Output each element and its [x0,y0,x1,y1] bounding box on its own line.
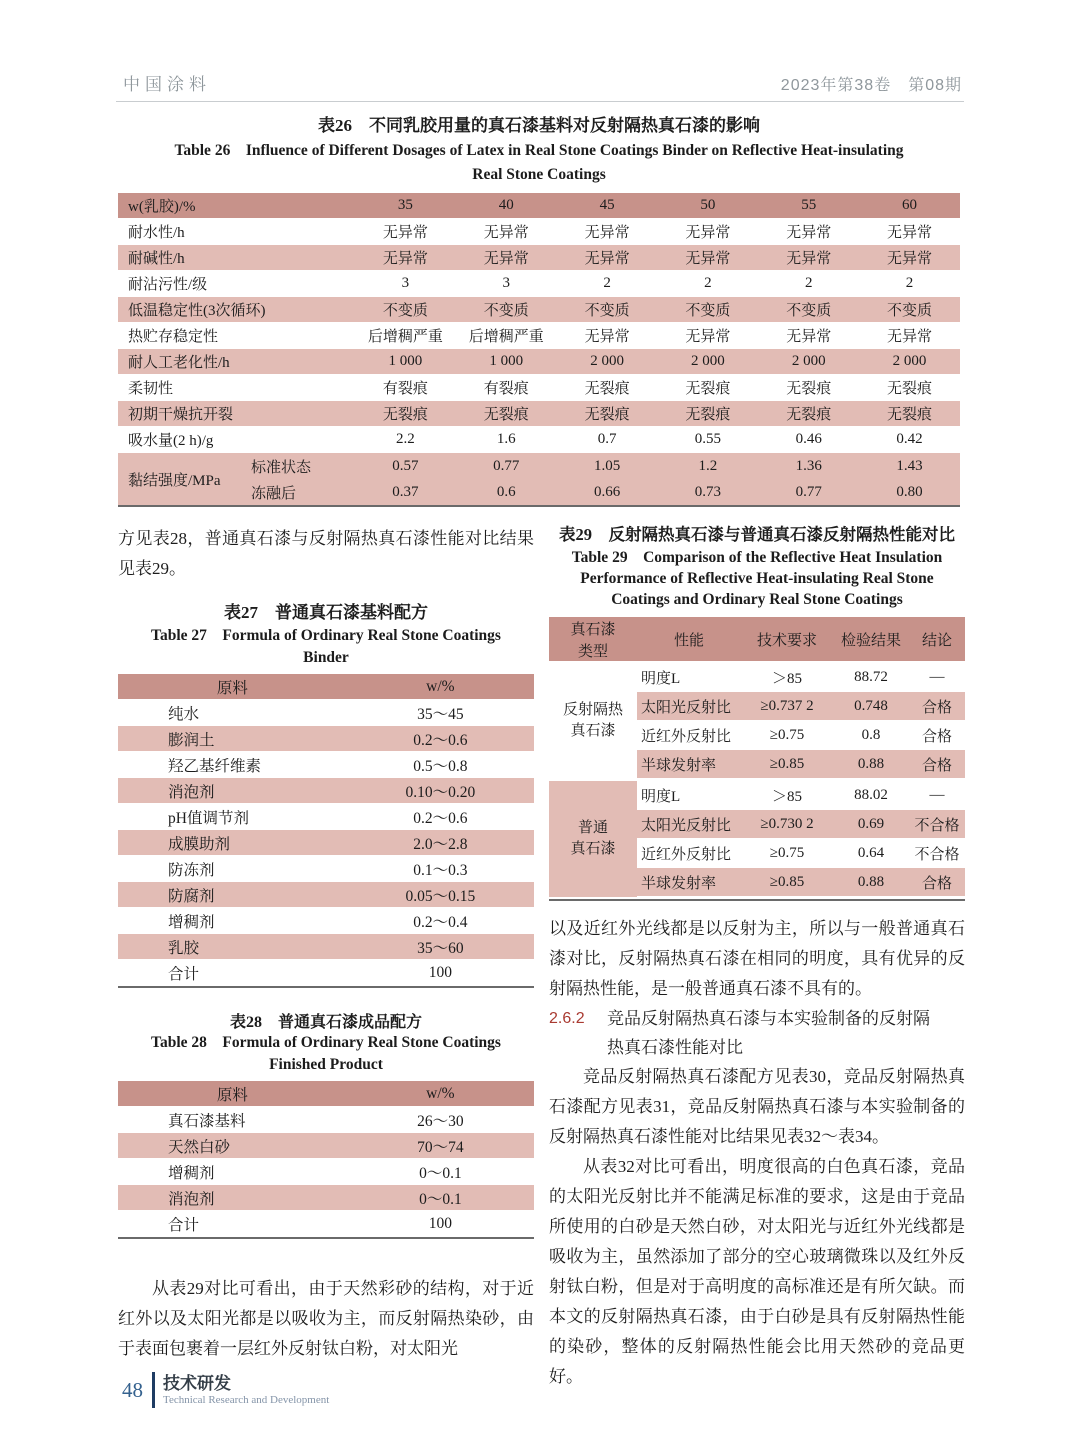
table-cell: 0.69 [857,815,885,832]
table29-row [637,810,965,838]
table-cell: 0.64 [857,844,885,861]
table-cell: 0.46 [795,431,822,447]
table29-group [549,663,965,779]
table-cell: 不变质 [887,303,933,319]
table-cell: ≥0.737 2 [760,697,814,714]
table-cell: 无异常 [382,251,428,267]
row-label-cell: 合计 [168,965,200,983]
table26-sub-row [251,479,960,505]
table-cell: 1 000 [489,353,524,369]
table-cell: 2 [804,275,813,291]
table-cell: 无异常 [584,225,630,241]
table-cell: 无裂痕 [786,407,832,423]
table-header-cell: 40 [498,197,514,213]
section-heading-line1 [549,1004,965,1033]
table-cell: 无裂痕 [887,381,933,397]
table27 [118,674,534,988]
table-cell: 合格 [921,699,952,716]
table-cell: 2 000 [691,353,725,369]
table-cell: 0.80 [896,483,923,500]
left-column [118,516,534,1364]
table-header-cell: w(乳胶)/% [128,199,196,215]
table-row [118,856,534,881]
table-cell: 0.2～0.4 [413,913,468,931]
table-cell: 2 [603,275,611,291]
table-header-cell: w/% [426,677,455,695]
table-cell: 0.55 [694,431,722,447]
table26-row [118,297,960,322]
table-header-cell-line: 类型 [577,643,608,660]
table29-title-en-line3: Coatings and Ordinary Real Stone Coatings [611,591,903,608]
table26-row [118,245,960,270]
table-cell: 明度L [641,788,681,805]
row-label-cell: 天然白砂 [168,1138,231,1156]
table-cell: 无异常 [786,329,832,345]
row-label-cell: 热贮存稳定性 [128,329,219,345]
table-row [118,1133,534,1158]
row-label-cell: 耐沾污性/级 [128,277,208,293]
table-cell: 0～0.1 [419,1164,462,1182]
group-label-cell [549,781,637,897]
issue-info: 2023年第38卷 第08期 [780,77,962,94]
table-cell: 无裂痕 [584,381,630,397]
row-label-cell: pH值调节剂 [168,809,249,827]
table-row [118,1211,534,1236]
group-label-line: 真石漆 [570,841,616,857]
table-cell: 0.5～0.8 [413,757,468,775]
row-label-cell: 消泡剂 [168,783,215,801]
row-sublabel-cell: 冻融后 [251,485,297,502]
group-label-line: 反射隔热 [562,702,623,718]
table-cell: 0～0.1 [419,1190,462,1208]
table-header-row [118,674,534,699]
table-header-cell: 55 [801,197,817,213]
table-cell: 近红外反射比 [641,728,732,745]
table27-title-en-line1: Table 27 Formula of Ordinary Real Stone Coatings [151,627,501,644]
table-cell: 无裂痕 [685,407,731,423]
table-cell: — [929,786,945,803]
table-cell: 1.43 [896,457,923,474]
table29-row [637,721,965,749]
table29-row [637,750,965,778]
table29-row [637,781,965,809]
section-heading-line2: 热真石漆性能对比 [607,1038,743,1057]
footer-section-cn: 技术研发 [163,1373,231,1393]
body-paragraph: 竞品反射隔热真石漆配方见表30，竞品反射隔热真石漆配方见表31，竞品反射隔热真石漆与本实验制备的反射隔热真石漆性能对比结果见表32～表34。 [549,1067,965,1146]
table-row [118,830,534,855]
table-cell: 太阳光反射比 [641,699,732,716]
table-cell: ＞85 [771,670,802,687]
row-label-cell: 增稠剂 [168,1164,215,1182]
table-cell: 0.42 [896,431,923,447]
table-header-cell: 60 [902,197,918,213]
table26-title-cn: 表26 不同乳胶用量的真石漆基料对反射隔热真石漆的影响 [318,116,760,135]
row-label-cell: 羟乙基纤维素 [168,757,262,775]
table-cell: 0.77 [493,457,520,474]
table26-title-en-line1: Table 26 Influence of Different Dosages of Latex in Real Stone Coatings Binder on Reflective Heat-insulating [174,142,904,159]
table-cell: 无裂痕 [685,381,731,397]
row-label-cell: 增稠剂 [168,913,215,931]
table-cell: 35～45 [417,705,464,723]
table29-row [637,868,965,896]
table-header-cell: 结论 [921,632,952,649]
table28-title-en-line1: Table 28 Formula of Ordinary Real Stone Coatings [151,1034,501,1051]
table-cell: 0.77 [795,483,822,500]
body-paragraph: 方见表28，普通真石漆与反射隔热真石漆性能对比结果见表29。 [118,529,534,578]
row-label-cell: 耐人工老化性/h [128,355,230,371]
table26-merged-block [118,453,960,505]
footer-section-en: Technical Research and Development [163,1393,330,1406]
table-row [118,882,534,907]
table-cell: 合格 [921,728,952,745]
table-cell: 0.7 [597,431,617,447]
header-rule [116,101,964,102]
table-cell: 0.73 [694,483,722,500]
table-cell: 合格 [921,875,952,892]
table-row [118,960,534,985]
section-number: 2.6.2 [549,1010,585,1027]
table-cell: 无异常 [685,329,731,345]
row-label-cell: 耐水性/h [128,225,185,241]
table-cell: 无异常 [685,251,731,267]
row-label-cell: 消泡剂 [168,1190,215,1208]
table27-title-en-line2: Binder [303,649,349,666]
body-paragraph: 从表29对比可看出，由于天然彩砂的结构，对于近红外以及太阳光都是以吸收为主，而反射隔热染砂，由于表面包裹着一层红外反射钛白粉，对太阳光 [118,1279,534,1358]
table-cell: 无裂痕 [584,407,630,423]
table-header-cell: 45 [599,197,615,213]
table-cell: 0.66 [593,483,621,500]
table-cell: 2 [905,275,914,291]
row-label-cell: 耐碱性/h [128,251,185,267]
table29-row [637,839,965,867]
table-header-cell: 原料 [216,679,248,697]
table-row [118,804,534,829]
row-label-cell: 真石漆基料 [168,1112,246,1130]
table-cell: 0.2～0.6 [413,731,468,749]
table-row [118,1159,534,1184]
table-row [118,934,534,959]
table-cell: 0.2～0.6 [413,809,468,827]
table-cell: 有裂痕 [483,381,529,397]
row-label-cell: 纯水 [168,705,200,723]
body-paragraph: 以及近红外光线都是以反射为主，所以与一般普通真石漆对比，反射隔热真石漆在相同的明度，具有优异的反射隔热性能，是一般普通真石漆不具有的。 [549,919,965,998]
table-cell: 无异常 [887,251,933,267]
table-cell: 后增稠严重 [367,329,443,345]
table-cell: 近红外反射比 [641,846,732,863]
table-row [118,700,534,725]
table-cell: 无异常 [685,225,731,241]
table-row [118,726,534,751]
table-header-cell: 性能 [673,632,704,649]
table-header-cell: 35 [397,197,413,213]
table-cell: 无异常 [483,251,529,267]
table-cell: 2 000 [892,353,927,369]
table-row [118,752,534,777]
table-cell: 无异常 [584,329,630,345]
table26-header-row [118,193,960,218]
table26-row [118,349,960,374]
table-cell: 太阳光反射比 [641,817,732,834]
table-header-cell [549,617,637,661]
table26-row [118,271,960,296]
table-cell: 不变质 [786,303,832,319]
table-header-cell: 技术要求 [756,632,817,649]
table-cell: — [929,668,945,685]
table29-group-rows [637,781,965,897]
table-cell: 2.0～2.8 [413,835,468,853]
table-header-cell: 50 [700,197,716,213]
right-column [549,516,965,1392]
table26-section [118,112,960,507]
table-cell: 0.748 [854,697,888,714]
table-header-row [118,1081,534,1106]
table-cell: 不变质 [584,303,630,319]
table-cell: 0.57 [392,457,419,474]
table29 [549,617,965,901]
table-cell: 不合格 [914,817,960,834]
table-cell: ≥0.75 [769,844,805,861]
table-cell: 1.05 [593,457,621,474]
table-cell: 35～60 [417,939,464,957]
table-row [118,1185,534,1210]
table-cell: 0.1～0.3 [413,861,468,879]
table-cell: 合格 [921,757,952,774]
table28-title-cn: 表28 普通真石漆成品配方 [229,1014,422,1031]
table-cell: 有裂痕 [382,381,428,397]
table-cell: 3 [401,275,410,291]
table-cell: 无裂痕 [382,407,428,423]
table-cell: 70～74 [417,1138,464,1156]
row-label-cell: 成膜助剂 [168,835,231,853]
table-cell: 无异常 [584,251,630,267]
row-sublabel-cell: 标准状态 [251,459,312,476]
section-heading-text: 竞品反射隔热真石漆与本实验制备的反射隔 [607,1009,930,1028]
footer-divider-bar [152,1372,155,1408]
table-cell: 明度L [641,670,681,687]
footer-section [163,1374,329,1407]
table-cell: 无异常 [483,225,529,241]
table-cell: ≥0.730 2 [760,815,814,832]
table-cell: 0.6 [496,483,516,500]
table-cell: 不合格 [914,846,960,863]
table-header-cell: 检验结果 [840,632,901,649]
table-cell: 2.2 [396,431,415,447]
table29-header-row [549,617,965,661]
table27-titles [118,601,534,669]
row-label-cell: 防腐剂 [168,887,215,905]
group-label-line: 真石漆 [570,723,616,739]
row-label-cell: 乳胶 [168,939,200,957]
table29-title-cn: 表29 反射隔热真石漆与普通真石漆反射隔热性能对比 [559,525,955,544]
table-cell: 100 [428,1214,453,1232]
table28-titles [118,1009,534,1076]
journal-name: 中国涂料 [123,75,211,94]
table-header-cell-line: 真石漆 [570,621,616,638]
table-cell: 2 000 [590,353,624,369]
table26-sub-row [251,453,960,479]
table-cell: 1.2 [698,457,718,474]
table-cell: 0.88 [857,755,885,772]
table-row [118,778,534,803]
table-cell: 无裂痕 [887,407,933,423]
table29-title-en-line1: Table 29 Comparison of the Reflective Heat Insulation [571,549,943,566]
table26-merged-rows [251,453,960,505]
table28 [118,1081,534,1239]
table-row [118,1107,534,1132]
table26-row [118,219,960,244]
table-header-cell: 原料 [216,1086,248,1104]
table-cell: 不变质 [382,303,428,319]
table-cell: ≥0.75 [769,726,805,743]
table-cell: 后增稠严重 [468,329,544,345]
table26-row [118,375,960,400]
table-header-cell: w/% [426,1084,455,1102]
table-cell: 88.02 [854,786,888,803]
group-label-cell [549,663,637,779]
table-cell: 0.88 [857,873,885,890]
table-cell: 1.6 [496,431,516,447]
body-paragraph: 从表32对比可看出，明度很高的白色真石漆，竞品的太阳光反射比并不能满足标准的要求，这是由于竞品所使用的白砂是天然白砂，对太阳光与近红外光线都是吸收为主，虽然添加了部分的空心玻璃微珠以及红外反射钛白粉，但是对于高明度的高标准还是有所欠缺。而本文的反射隔热真石漆，由于白砂是具有反射隔热性能的染砂，整体的反射隔热性能会比用天然砂的竞品更好。 [549,1157,965,1386]
table28-title-en-line2: Finished Product [269,1056,383,1073]
table-cell: ≥0.85 [769,873,805,890]
table-cell: 无异常 [887,225,933,241]
row-label-cell: 初期干燥抗开裂 [128,407,234,423]
table-cell: 26～30 [417,1112,464,1130]
row-label-cell: 膨润土 [168,731,215,749]
table-cell: 半球发射率 [641,757,717,774]
page-footer [122,1372,329,1408]
page-number: 48 [122,1377,143,1402]
table26-row [118,427,960,452]
table-cell: ≥0.85 [769,755,805,772]
table-cell: 100 [428,963,453,981]
row-label-cell: 黏结强度/MPa [128,472,221,489]
table-cell: 无异常 [382,225,428,241]
section-heading-2-6-2 [549,1004,965,1062]
table29-group [549,781,965,897]
table29-row [637,663,965,691]
group-label-line: 普通 [577,820,608,836]
table26 [118,193,960,507]
table26-title-en-line2: Real Stone Coatings [472,166,606,183]
table-cell: 无裂痕 [786,381,832,397]
table-cell: 88.72 [854,668,888,685]
table-row [118,908,534,933]
table27-title-cn: 表27 普通真石漆基料配方 [224,603,428,622]
table-cell: 不变质 [685,303,731,319]
table-cell: 0.10～0.20 [405,783,476,801]
table29-title-en-line2: Performance of Reflective Heat-insulating Real Stone [580,570,934,587]
table26-row [118,323,960,348]
table-cell: 半球发射率 [641,875,717,892]
table-cell: 无异常 [786,251,832,267]
table-cell: 0.37 [392,483,419,500]
table-cell: ＞85 [771,788,802,805]
table-cell: 无异常 [786,225,832,241]
row-label-cell: 防冻剂 [168,861,215,879]
row-label-cell: 柔韧性 [128,381,174,397]
row-label-cell: 合计 [168,1216,200,1234]
table29-group-rows [637,663,965,779]
table-cell: 0.05～0.15 [405,887,476,905]
table-cell: 0.8 [861,726,881,743]
table26-row [118,401,960,426]
table-cell: 无裂痕 [483,407,529,423]
table-cell: 无异常 [887,329,933,345]
table29-row [637,692,965,720]
row-label-cell: 低温稳定性(3次循环) [128,303,266,319]
row-label-cell: 吸水量(2 h)/g [128,433,214,449]
table-cell: 2 000 [791,353,826,369]
table-cell: 1 000 [388,353,423,369]
table-cell: 不变质 [483,303,529,319]
table-cell: 2 [704,275,712,291]
table-cell: 3 [502,275,510,291]
table-cell: 1.36 [795,457,822,474]
